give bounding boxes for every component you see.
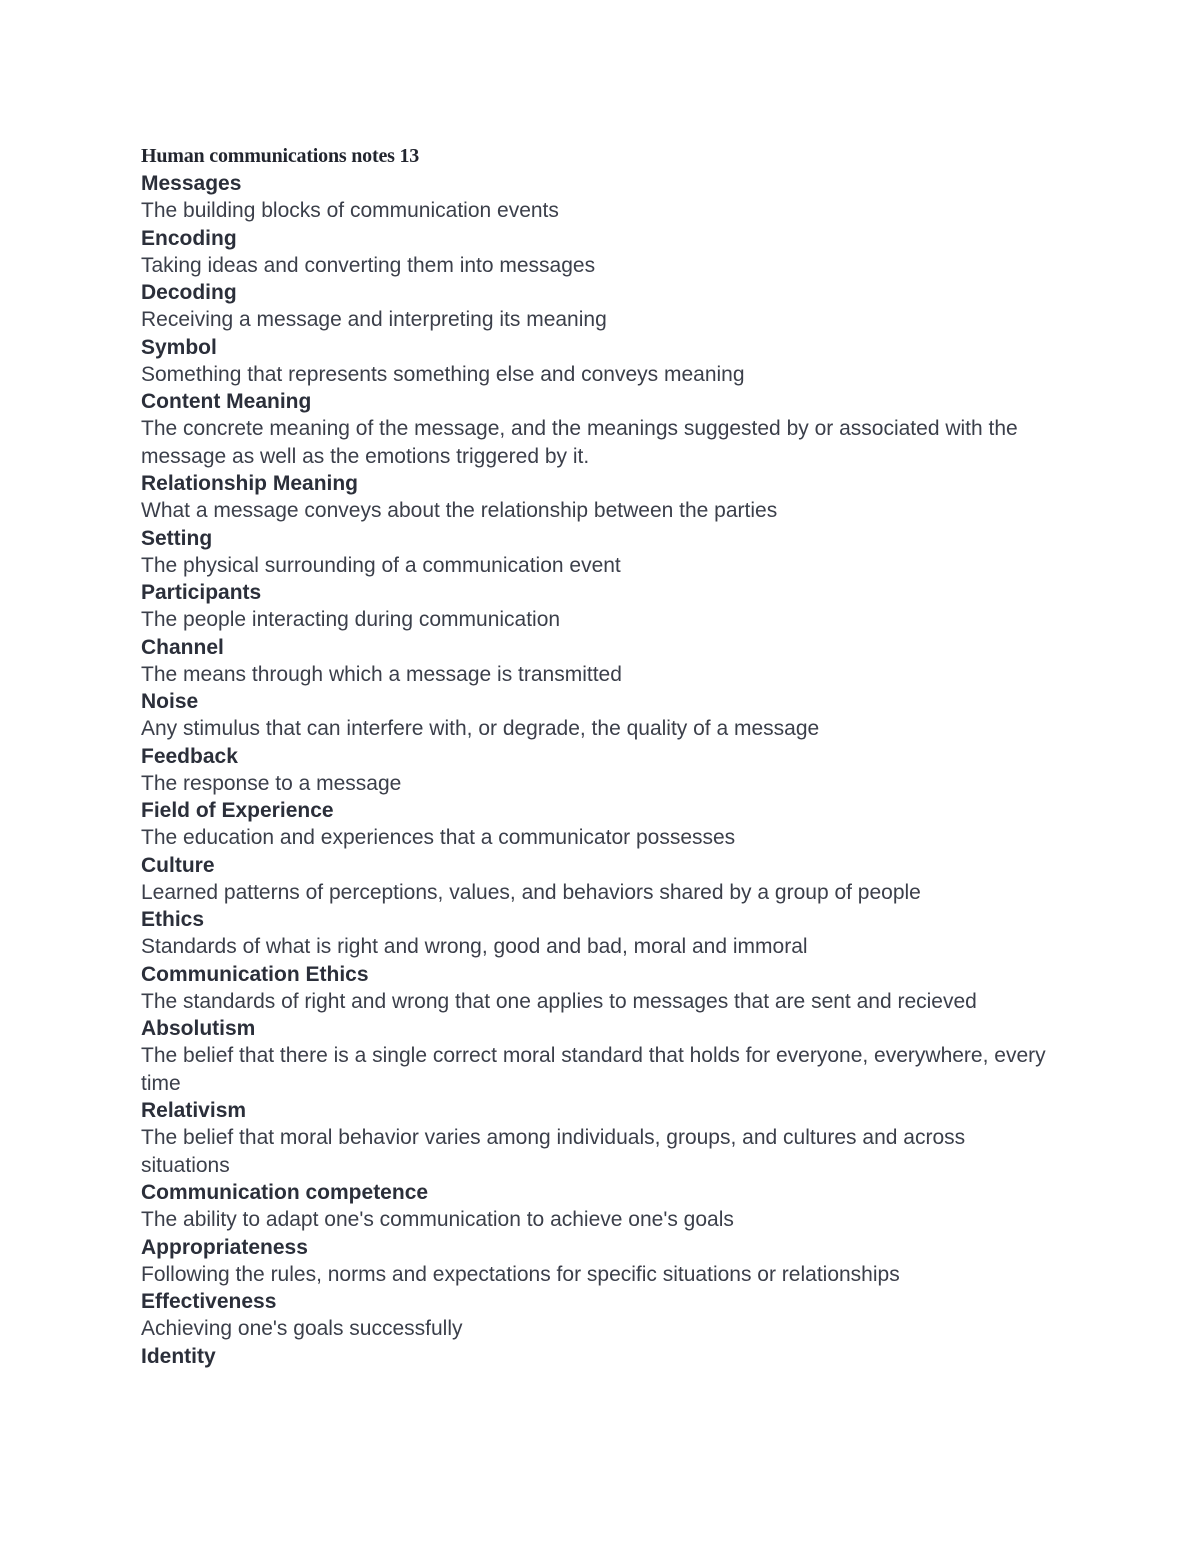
glossary-entry [141,1288,1051,1343]
glossary-entry [141,852,1051,907]
glossary-definition: The belief that there is a single correct moral standard that holds for everyone, everywhere, every time [141,1044,1046,1095]
glossary-entry [141,334,1051,389]
glossary-entry [141,1015,1051,1097]
glossary-entry [141,225,1051,280]
document-page [141,143,1051,1370]
glossary-term: Participants [141,581,262,604]
glossary-definition: The building blocks of communication events [141,199,559,222]
glossary-definition: The belief that moral behavior varies among individuals, groups, and cultures and across situations [141,1126,966,1177]
glossary-entry [141,579,1051,634]
glossary-entry [141,906,1051,961]
glossary-definition: The means through which a message is transmitted [141,662,622,686]
glossary-definition: The ability to adapt one's communication to achieve one's goals [141,1208,734,1231]
glossary-term: Absolutism [141,1017,256,1040]
glossary-definition: The response to a message [141,771,402,795]
glossary-term: Decoding [141,281,237,304]
glossary-term: Messages [141,172,242,195]
glossary-definition: Learned patterns of perceptions, values, and behaviors shared by a group of people [141,880,921,904]
glossary-term: Culture [141,853,215,877]
glossary-term: Channel [141,635,224,659]
glossary-entry [141,634,1051,689]
glossary-entry [141,279,1051,334]
glossary-definition: Achieving one's goals successfully [141,1317,463,1340]
glossary-entry [141,1097,1051,1179]
glossary-definition: Following the rules, norms and expectations for specific situations or relationships [141,1262,900,1286]
glossary-definition: The education and experiences that a communicator possesses [141,826,736,849]
glossary-term: Ethics [141,908,205,931]
glossary-entry [141,688,1051,743]
glossary-definition: Taking ideas and converting them into messages [141,253,596,277]
glossary-entry [141,961,1051,1016]
glossary-definition: The people interacting during communication [141,608,561,631]
glossary-entry [141,743,1051,798]
glossary-entry [141,1343,1051,1370]
glossary-definition: The physical surrounding of a communication event [141,553,621,577]
glossary-entry [141,797,1051,852]
document-title: Human communications notes 13 [141,145,420,167]
glossary-definition: What a message conveys about the relationship between the parties [141,499,778,522]
glossary-term: Field of Experience [141,799,334,822]
glossary-term: Relationship Meaning [141,472,359,495]
glossary-definition: Any stimulus that can interfere with, or degrade, the quality of a message [141,717,820,740]
glossary-entry [141,170,1051,225]
glossary-definition: Standards of what is right and wrong, good and bad, moral and immoral [141,935,808,958]
glossary-definition: Something that represents something else and conveys meaning [141,362,745,386]
glossary-term: Feedback [141,744,238,768]
glossary-entry [141,470,1051,525]
glossary-term: Content Meaning [141,390,312,413]
glossary-entry [141,525,1051,580]
glossary-entry [141,1234,1051,1289]
glossary-term: Identity [141,1344,216,1368]
glossary-definition: Receiving a message and interpreting its meaning [141,308,607,331]
glossary-entry [141,388,1051,470]
glossary-entry [141,1179,1051,1234]
glossary-definition: The concrete meaning of the message, and the meanings suggested by or associated with the message as well as the emotions triggered by it. [141,417,1018,468]
glossary-term: Noise [141,690,199,713]
glossary-term: Encoding [141,226,237,250]
glossary-term: Relativism [141,1099,247,1122]
glossary-term: Setting [141,526,213,550]
glossary-term: Communication competence [141,1181,429,1204]
glossary-term: Effectiveness [141,1290,277,1313]
glossary-definition: The standards of right and wrong that one applies to messages that are sent and recieved [141,989,977,1013]
glossary-list [141,170,1051,1370]
glossary-term: Communication Ethics [141,962,369,986]
glossary-term: Appropriateness [141,1235,308,1259]
glossary-term: Symbol [141,335,217,359]
